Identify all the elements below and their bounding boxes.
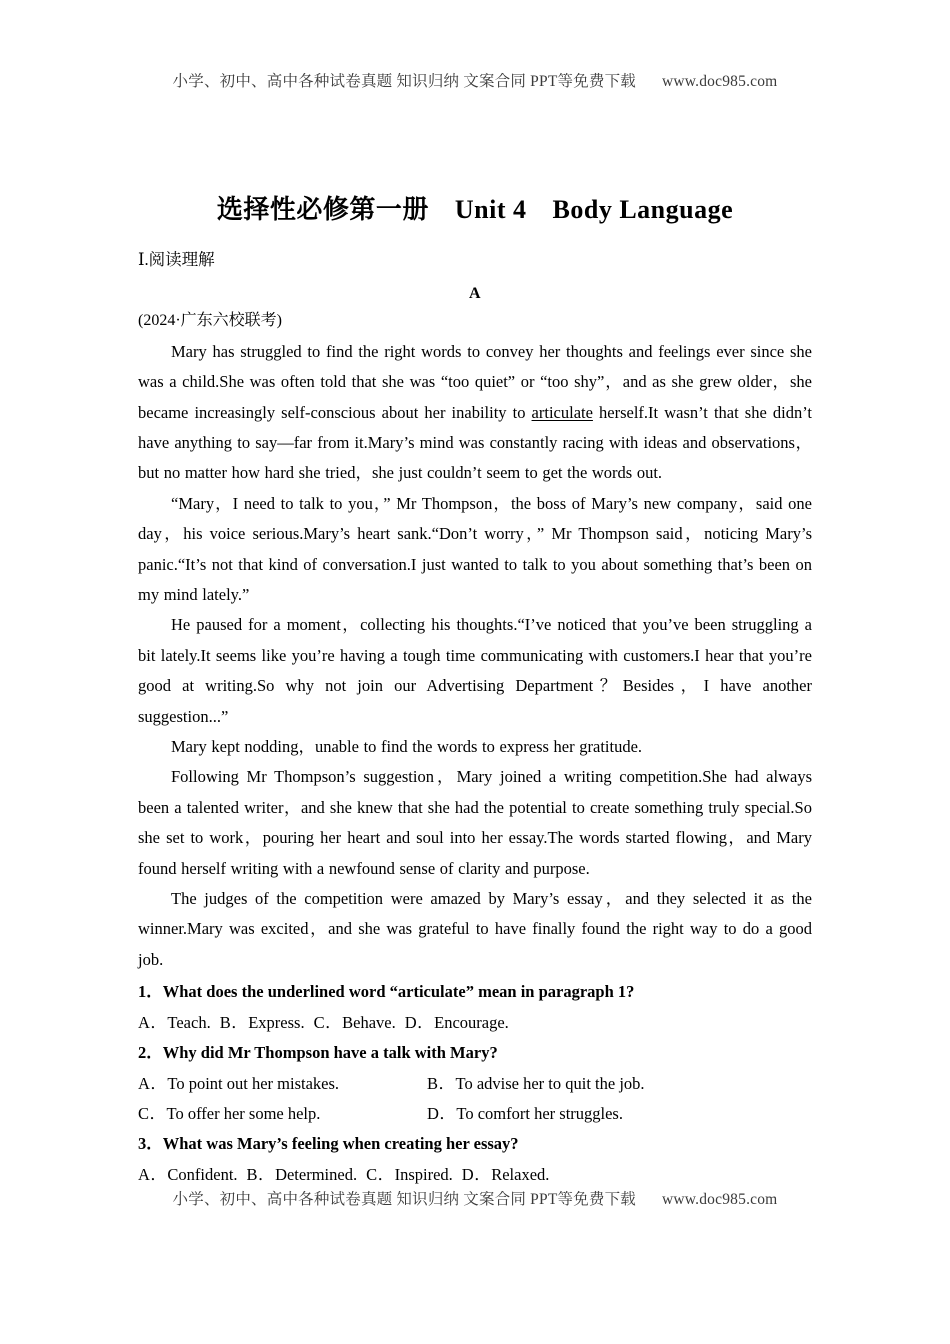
option-d[interactable] (405, 1013, 509, 1032)
option-a-text: Confident. (167, 1164, 238, 1184)
option-c-label: C． (138, 1103, 167, 1123)
document-content (138, 248, 812, 1190)
option-c-label: C． (366, 1164, 395, 1184)
option-row (138, 1099, 812, 1129)
paragraph-text-after-underline: herself.It wasn’t that she didn’t have anything to say—far from it.Mary’s mind was constantly racing with ideas and observations，but no matter how hard she tried，she just couldn’t seem to get the words out. (138, 402, 812, 483)
option-a[interactable] (138, 1013, 211, 1032)
header-promo-text: 小学、初中、高中各种试卷真题 知识归纳 文案合同 PPT等免费下载 (172, 73, 636, 90)
option-d-text: Encourage. (434, 1012, 509, 1032)
question-options (138, 1008, 812, 1038)
option-b-label: B． (219, 1012, 249, 1032)
paragraph-text-before-underline: Mary has struggled to find the right words to convey her thoughts and feelings ever since she was a child.She was often told that she was “too quiet” or “too shy”，and as she grew older，she became increasingly self-conscious about her inability to (138, 341, 812, 422)
questions-list (138, 977, 812, 1190)
passage-paragraph: “Mary，I need to talk to you，” Mr Thompson，the boss of Mary’s new company，said one day，his voice serious.Mary’s heart sank.“Don’t worry，” Mr Thompson said，noticing Mary’s panic.“It’s not that kind of conversation.I just wanted to talk to you about something that’s been on my mind lately.” (138, 493, 812, 604)
passage-letter: A (469, 284, 481, 302)
question-number: 3． (138, 1134, 163, 1154)
option-a-text: Teach. (167, 1012, 211, 1032)
footer-site-url: www.doc985.com (661, 1191, 778, 1208)
passage-paragraph: Mary kept nodding，unable to find the words to express her gratitude. (171, 737, 643, 757)
option-b[interactable] (247, 1165, 358, 1184)
option-d-label: D． (461, 1164, 492, 1184)
option-d[interactable] (462, 1165, 550, 1184)
option-a[interactable] (138, 1165, 238, 1184)
question-number: 1． (138, 982, 163, 1002)
question-options (138, 1069, 812, 1130)
title-name: Body Language (552, 195, 734, 225)
footer-watermark (0, 1187, 950, 1209)
question-options (138, 1160, 812, 1190)
option-b-label: B． (246, 1164, 276, 1184)
option-d-text: Relaxed. (491, 1164, 550, 1184)
title-book: 选择性必修第一册 (216, 195, 429, 225)
question-item (138, 1129, 812, 1190)
question-text: What was Mary’s feeling when creating her essay? (162, 1134, 519, 1154)
option-a-label: A． (138, 1012, 168, 1032)
question-number: 2． (138, 1043, 163, 1063)
underlined-word-articulate: articulate (531, 402, 593, 422)
option-d-label: D． (404, 1012, 435, 1032)
question-text: What does the underlined word “articulate” mean in paragraph 1? (162, 982, 635, 1002)
passage-source: (2024·广东六校联考) (138, 311, 282, 329)
passage-paragraph: Following Mr Thompson’s suggestion，Mary joined a writing competition.She had always been a talented writer，and she knew that she had the potential to create something truly special.So she set to work，pouring her heart and soul into her essay.The words started flowing，and Mary found herself writing with a newfound sense of clarity and purpose. (138, 767, 812, 878)
passage-paragraph (138, 337, 812, 489)
page-title (0, 189, 950, 226)
title-unit: Unit 4 (454, 195, 527, 225)
footer-promo-text: 小学、初中、高中各种试卷真题 知识归纳 文案合同 PPT等免费下载 (172, 1191, 636, 1208)
header-watermark (0, 69, 950, 91)
option-a[interactable] (138, 1069, 427, 1099)
option-c-text: Behave. (342, 1012, 396, 1032)
option-b[interactable] (220, 1013, 305, 1032)
option-c-text: To offer her some help. (166, 1103, 321, 1123)
option-row (138, 1069, 812, 1099)
question-stem (138, 977, 812, 1007)
option-b-text: Determined. (275, 1164, 358, 1184)
passage-paragraph: He paused for a moment，collecting his thoughts.“I’ve noticed that you’ve been struggling a bit lately.It seems like you’re having a tough time communicating with customers.I hear that you’re good at writing.So why not join our Advertising Department？Besides，I have another suggestion...” (138, 615, 812, 726)
option-a-text: To point out her mistakes. (167, 1073, 340, 1093)
option-b[interactable] (427, 1069, 645, 1099)
option-c[interactable] (366, 1165, 453, 1184)
passage-paragraph: The judges of the competition were amazed by Mary’s essay，and they selected it as the winner.Mary was excited，and she was grateful to have finally found the right way to do a good job. (138, 889, 812, 969)
option-d-label: D． (427, 1103, 457, 1123)
question-stem (138, 1129, 812, 1159)
option-c-label: C． (313, 1012, 343, 1032)
option-d[interactable] (427, 1099, 623, 1129)
option-b-text: To advise her to quit the job. (455, 1073, 645, 1093)
question-item (138, 1038, 812, 1129)
option-c[interactable] (138, 1099, 427, 1129)
option-a-label: A． (138, 1164, 168, 1184)
option-c-text: Inspired. (394, 1164, 453, 1184)
option-a-label: A． (138, 1073, 168, 1093)
section-heading: Ⅰ.阅读理解 (138, 250, 215, 269)
option-b-label: B． (427, 1073, 456, 1093)
question-text: Why did Mr Thompson have a talk with Mary? (162, 1043, 498, 1063)
option-b-text: Express. (248, 1012, 305, 1032)
question-stem (138, 1038, 812, 1068)
option-c[interactable] (314, 1013, 396, 1032)
option-d-text: To comfort her struggles. (456, 1103, 623, 1123)
header-site-url: www.doc985.com (661, 73, 778, 90)
question-item (138, 977, 812, 1038)
